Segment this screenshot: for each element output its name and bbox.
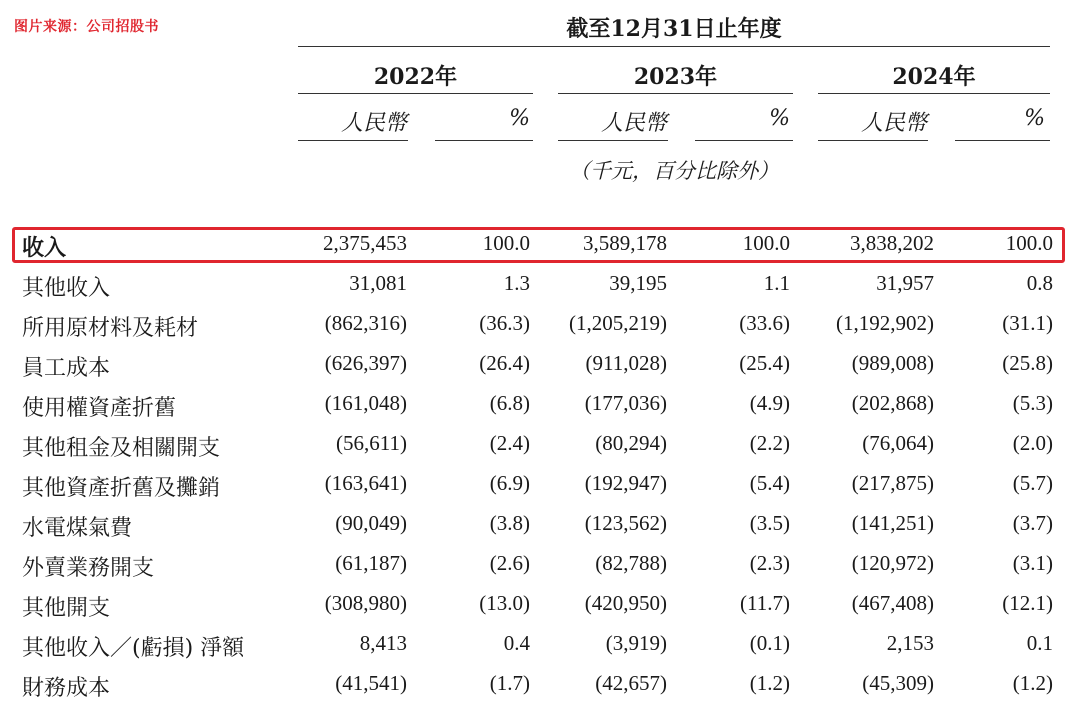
percent-cell: 1.1 — [763, 271, 790, 295]
amount-cell: (56,611) — [336, 431, 407, 455]
year-2022-header: 2022年 — [373, 64, 458, 90]
table-row — [0, 347, 1080, 387]
unit-percent-2022: % — [509, 106, 530, 131]
percent-cell: (1.2) — [1012, 671, 1053, 695]
table-row — [0, 667, 1080, 707]
percent-cell: (25.8) — [1002, 351, 1053, 375]
amount-cell: (177,036) — [584, 391, 667, 415]
unit-currency-2022: 人民幣 — [340, 111, 407, 136]
amount-cell: 39,195 — [609, 271, 667, 295]
unit-rule — [695, 140, 793, 141]
row-label: 其他租金及相關開支 — [22, 436, 221, 461]
amount-cell: (862,316) — [324, 311, 407, 335]
year-2023-header: 2023年 — [633, 64, 718, 90]
percent-cell: (33.6) — [739, 311, 790, 335]
year-2024-rule — [818, 93, 1050, 94]
percent-cell: (2.6) — [489, 551, 530, 575]
unit-rule — [955, 140, 1050, 141]
percent-cell: (2.4) — [489, 431, 530, 455]
amount-cell: (161,048) — [324, 391, 407, 415]
percent-cell: (3.1) — [1012, 551, 1053, 575]
row-label: 其他收入 — [22, 276, 111, 301]
amount-cell: 2,375,453 — [323, 231, 407, 255]
percent-cell: (2.3) — [749, 551, 790, 575]
amount-cell: 31,081 — [349, 271, 407, 295]
percent-cell: (2.0) — [1012, 431, 1053, 455]
row-label: 員工成本 — [22, 356, 111, 381]
percent-cell: 1.3 — [503, 271, 530, 295]
unit-rule — [558, 140, 668, 141]
table-row — [0, 467, 1080, 507]
unit-rule — [435, 140, 533, 141]
percent-cell: (5.7) — [1012, 471, 1053, 495]
table-row — [0, 227, 1080, 267]
percent-cell: (6.8) — [489, 391, 530, 415]
row-label: 外賣業務開支 — [22, 556, 155, 581]
amount-cell: 31,957 — [876, 271, 934, 295]
amount-cell: (1,205,219) — [569, 311, 667, 335]
amount-cell: (911,028) — [585, 351, 667, 375]
percent-cell: (3.7) — [1012, 511, 1053, 535]
row-label: 其他開支 — [22, 596, 111, 621]
row-label: 其他資產折舊及攤銷 — [22, 476, 221, 501]
unit-currency-2023: 人民幣 — [600, 111, 667, 136]
percent-cell: (0.1) — [749, 631, 790, 655]
amount-cell: (141,251) — [851, 511, 934, 535]
row-label: 使用權資產折舊 — [22, 396, 177, 421]
percent-cell: (13.0) — [479, 591, 530, 615]
row-label: 收入 — [22, 235, 67, 261]
row-label: 其他收入／(虧損) 淨額 — [22, 636, 245, 661]
percent-cell: (36.3) — [479, 311, 530, 335]
unit-rule — [818, 140, 928, 141]
table-row — [0, 427, 1080, 467]
amount-cell: (76,064) — [862, 431, 934, 455]
percent-cell: (6.9) — [489, 471, 530, 495]
percent-cell: 0.1 — [1026, 631, 1053, 655]
amount-cell: (192,947) — [584, 471, 667, 495]
row-label: 所用原材料及耗材 — [22, 316, 199, 341]
row-label: 財務成本 — [22, 676, 111, 701]
unit-currency-2024: 人民幣 — [860, 111, 927, 136]
amount-cell: (120,972) — [851, 551, 934, 575]
unit-percent-2023: % — [769, 106, 790, 131]
percent-cell: (1.2) — [749, 671, 790, 695]
percent-cell: (3.8) — [489, 511, 530, 535]
period-rule — [298, 46, 1050, 47]
amount-cell: (3,919) — [605, 631, 667, 655]
amount-cell: (163,641) — [324, 471, 407, 495]
amount-cell: (420,950) — [584, 591, 667, 615]
percent-cell: (3.5) — [749, 511, 790, 535]
source-label: 图片来源：公司招股书 — [14, 19, 159, 35]
percent-cell: (4.9) — [749, 391, 790, 415]
percent-cell: 100.0 — [742, 231, 790, 255]
amount-cell: (202,868) — [851, 391, 934, 415]
amount-cell: (45,309) — [862, 671, 934, 695]
year-2023-rule — [558, 93, 793, 94]
percent-cell: (12.1) — [1002, 591, 1053, 615]
table-row — [0, 627, 1080, 667]
amount-cell: 2,153 — [886, 631, 934, 655]
year-2024-header: 2024年 — [892, 64, 976, 90]
amount-cell: (989,008) — [851, 351, 934, 375]
percent-cell: 100.0 — [1005, 231, 1053, 255]
unit-note: （千元，百分比除外） — [569, 159, 779, 183]
year-2022-rule — [298, 93, 533, 94]
table-row — [0, 507, 1080, 547]
amount-cell: (61,187) — [335, 551, 407, 575]
table-row — [0, 387, 1080, 427]
amount-cell: (123,562) — [584, 511, 667, 535]
unit-percent-2024: % — [1024, 106, 1045, 131]
amount-cell: 3,838,202 — [850, 231, 934, 255]
amount-cell: (80,294) — [595, 431, 667, 455]
table-row — [0, 307, 1080, 347]
table-row — [0, 547, 1080, 587]
amount-cell: (1,192,902) — [836, 311, 934, 335]
percent-cell: 100.0 — [482, 231, 530, 255]
percent-cell: (25.4) — [739, 351, 790, 375]
percent-cell: (1.7) — [489, 671, 530, 695]
percent-cell: (5.3) — [1012, 391, 1053, 415]
amount-cell: 3,589,178 — [583, 231, 667, 255]
amount-cell: (217,875) — [851, 471, 934, 495]
amount-cell: (467,408) — [851, 591, 934, 615]
percent-cell: (26.4) — [479, 351, 530, 375]
amount-cell: 8,413 — [359, 631, 407, 655]
row-label: 水電煤氣費 — [22, 516, 133, 541]
percent-cell: (2.2) — [749, 431, 790, 455]
amount-cell: (41,541) — [335, 671, 407, 695]
amount-cell: (308,980) — [324, 591, 407, 615]
table-row — [0, 267, 1080, 307]
percent-cell: 0.8 — [1026, 271, 1053, 295]
unit-rule — [298, 140, 408, 141]
percent-cell: (5.4) — [749, 471, 790, 495]
amount-cell: (626,397) — [324, 351, 407, 375]
percent-cell: (31.1) — [1002, 311, 1053, 335]
amount-cell: (42,657) — [595, 671, 667, 695]
percent-cell: (11.7) — [740, 591, 790, 615]
period-header: 截至12月31日止年度 — [566, 16, 782, 42]
amount-cell: (82,788) — [595, 551, 667, 575]
percent-cell: 0.4 — [503, 631, 530, 655]
amount-cell: (90,049) — [335, 511, 407, 535]
table-row — [0, 587, 1080, 627]
